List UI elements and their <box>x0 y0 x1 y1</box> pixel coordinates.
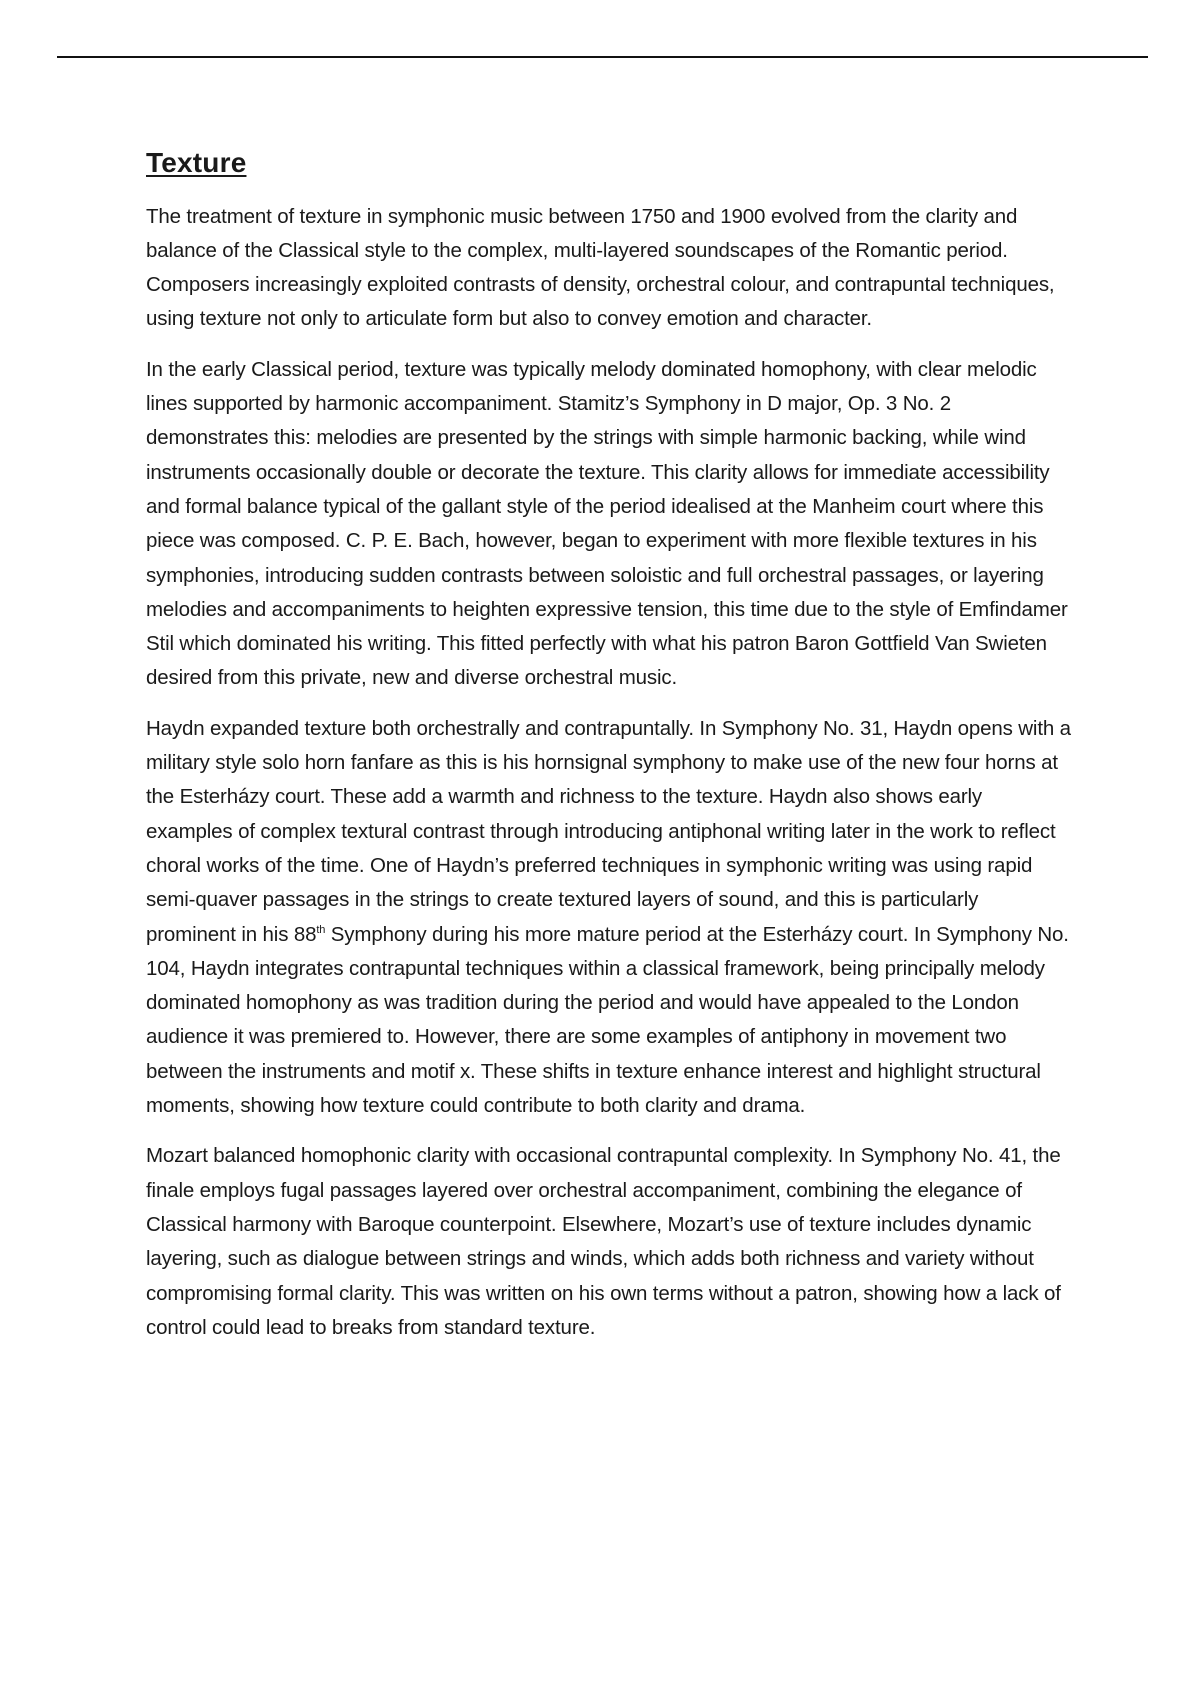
paragraph-mozart: Mozart balanced homophonic clarity with occasional contrapuntal complexity. In Symphony No. 41, the finale employs fugal passages layered over orchestral accompaniment, combining the elegance of Classical harmony with Baroque counterpoint. Elsewhere, Mozart’s use of texture includes dynamic layering, such as dialogue between strings and winds, which adds both richness and variety without compromising formal clarity. This was written on his own terms without a patron, showing how a lack of control could lead to breaks from standard texture. <box>146 1144 1061 1339</box>
paragraph-intro: The treatment of texture in symphonic music between 1750 and 1900 evolved from the clarity and balance of the Classical style to the complex, multi-layered soundscapes of the Romantic period. Composers increasingly exploited contrasts of density, orchestral colour, and contrapuntal techniques, using texture not only to articulate form but also to convey emotion and character. <box>146 204 1055 331</box>
ordinal-superscript: th <box>316 923 326 936</box>
paragraph-haydn-part-1: Haydn expanded texture both orchestrally and contrapuntally. In Symphony No. 31, Haydn opens with a military style solo horn fanfare as this is his hornsignal symphony to make use of the new four horns at the Esterházy court. These add a warmth and richness to the texture. Haydn also shows early examples of complex textural contrast through introducing antiphonal writing later in the work to reflect choral works of the time. One of Haydn’s preferred techniques in symphonic writing was using rapid semi-quaver passages in the strings to create textured layers of sound, and this is particularly prominent in his 88 <box>146 716 1071 946</box>
document-body <box>146 146 1071 1361</box>
paragraph-haydn-part-2: Symphony during his more mature period at the Esterházy court. In Symphony No. 104, Haydn integrates contrapuntal techniques within a classical framework, being principally melody dominated homophony as was tradition during the period and would have appealed to the London audience it was premiered to. However, there are some examples of antiphony in movement two between the instruments and motif x. These shifts in texture enhance interest and highlight structural moments, showing how texture could contribute to both clarity and drama. <box>146 922 1069 1118</box>
paragraph-haydn <box>146 712 1071 1124</box>
section-heading: Texture <box>146 147 247 178</box>
header-rule <box>57 56 1148 58</box>
paragraph-early-classical: In the early Classical period, texture was typically melody dominated homophony, with clear melodic lines supported by harmonic accompaniment. Stamitz’s Symphony in D major, Op. 3 No. 2 demonstrates this: melodies are presented by the strings with simple harmonic backing, while wind instruments occasionally double or decorate the texture. This clarity allows for immediate accessibility and formal balance typical of the gallant style of the period idealised at the Manheim court where this piece was composed. C. P. E. Bach, however, began to experiment with more flexible textures in his symphonies, introducing sudden contrasts between soloistic and full orchestral passages, or layering melodies and accompaniments to heighten expressive tension, this time due to the style of Emfindamer Stil which dominated his writing. This fitted perfectly with what his patron Baron Gottfield Van Swieten desired from this private, new and diverse orchestral music. <box>146 357 1068 690</box>
